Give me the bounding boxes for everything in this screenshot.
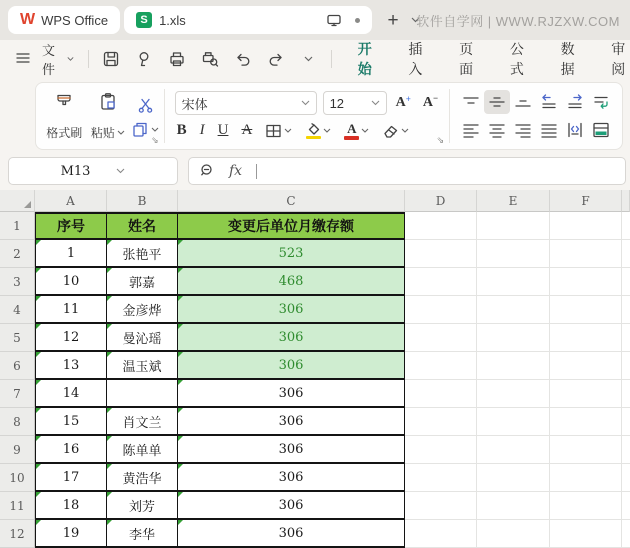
- format-painter-button[interactable]: [44, 87, 84, 147]
- row-header-9[interactable]: 9: [0, 436, 35, 464]
- spreadsheet-file-icon: S: [136, 12, 152, 28]
- cell-C3[interactable]: 468: [178, 268, 405, 296]
- cell-D6[interactable]: [405, 352, 477, 380]
- cell-B7[interactable]: [107, 380, 178, 408]
- cell-partial-7[interactable]: [622, 380, 630, 408]
- formula-input[interactable]: [188, 157, 626, 185]
- cell-partial-11[interactable]: [622, 492, 630, 520]
- paste-label: 粘贴: [90, 126, 115, 140]
- cell-E6[interactable]: [477, 352, 550, 380]
- cell-F5[interactable]: [550, 324, 622, 352]
- cell-F11[interactable]: [550, 492, 622, 520]
- stored-as-text-triangle-icon: [107, 268, 112, 273]
- cell-F12[interactable]: [550, 520, 622, 548]
- column-header-D[interactable]: D: [405, 190, 477, 212]
- cell-A7[interactable]: 14: [35, 380, 107, 408]
- cell-A8[interactable]: 15: [35, 408, 107, 436]
- ribbon-panel: [35, 82, 623, 150]
- cell-B5[interactable]: 曼沁瑶: [107, 324, 178, 352]
- cell-F9[interactable]: [550, 436, 622, 464]
- row-header-3[interactable]: 3: [0, 268, 35, 296]
- print-preview-button[interactable]: [198, 47, 222, 71]
- cell-B1[interactable]: 姓名: [107, 212, 178, 240]
- stored-as-text-triangle-icon: [107, 436, 112, 441]
- fill-color-swatch: [306, 136, 321, 140]
- row-header-10[interactable]: 10: [0, 464, 35, 492]
- cell-C5[interactable]: 306: [178, 324, 405, 352]
- cell-F1[interactable]: [550, 212, 622, 240]
- insert-function-icon[interactable]: fx: [229, 163, 243, 179]
- tab-insert[interactable]: 插入: [408, 41, 423, 77]
- cell-B9[interactable]: 陈单单: [107, 436, 178, 464]
- cell-D7[interactable]: [405, 380, 477, 408]
- cell-D11[interactable]: [405, 492, 477, 520]
- cell-C6[interactable]: 306: [178, 352, 405, 380]
- cell-A9[interactable]: 16: [35, 436, 107, 464]
- fill-color-button[interactable]: [305, 123, 331, 140]
- row-header-11[interactable]: 11: [0, 492, 35, 520]
- text-direction-button[interactable]: [562, 118, 588, 142]
- redo-button[interactable]: [264, 47, 288, 71]
- paste-button[interactable]: [89, 87, 127, 147]
- row-header-2[interactable]: 2: [0, 240, 35, 268]
- cell-E4[interactable]: [477, 296, 550, 324]
- cell-B8[interactable]: 肖文兰: [107, 408, 178, 436]
- format-painter-label: 格式刷: [46, 126, 83, 140]
- stored-as-text-triangle-icon: [36, 296, 41, 301]
- stored-as-text-triangle-icon: [178, 520, 183, 525]
- align-left-button[interactable]: [458, 118, 484, 142]
- stored-as-text-triangle-icon: [107, 352, 112, 357]
- cell-B3[interactable]: 郭嘉: [107, 268, 178, 296]
- row-header-1[interactable]: 1: [0, 212, 35, 240]
- cell-F3[interactable]: [550, 268, 622, 296]
- cell-E9[interactable]: [477, 436, 550, 464]
- search-minus-icon[interactable]: [199, 163, 215, 179]
- hamburger-menu-icon[interactable]: [16, 52, 30, 67]
- merge-center-button[interactable]: [588, 118, 614, 142]
- stored-as-text-triangle-icon: [107, 408, 112, 413]
- stored-as-text-triangle-icon: [178, 436, 183, 441]
- wrap-text-button[interactable]: [588, 90, 614, 114]
- tab-data[interactable]: 数据: [560, 41, 575, 77]
- cell-partial-1[interactable]: [622, 212, 630, 240]
- cell-A10[interactable]: 17: [35, 464, 107, 492]
- save-button[interactable]: [99, 47, 123, 71]
- cell-A3[interactable]: 10: [35, 268, 107, 296]
- cell-D1[interactable]: [405, 212, 477, 240]
- cell-B2[interactable]: 张艳平: [107, 240, 178, 268]
- sheet-grid: [0, 190, 630, 548]
- cell-B6[interactable]: 温玉斌: [107, 352, 178, 380]
- cut-button[interactable]: [131, 95, 159, 115]
- eraser-button[interactable]: [382, 123, 409, 139]
- stored-as-text-triangle-icon: [107, 240, 112, 245]
- align-center-button[interactable]: [484, 118, 510, 142]
- cell-A2[interactable]: 1: [35, 240, 107, 268]
- monitor-icon[interactable]: [323, 9, 345, 31]
- increase-indent-button[interactable]: [562, 90, 588, 114]
- font-size-select[interactable]: [323, 91, 387, 115]
- cell-C12[interactable]: 306: [178, 520, 405, 548]
- cell-D12[interactable]: [405, 520, 477, 548]
- stored-as-text-triangle-icon: [36, 492, 41, 497]
- column-header-B[interactable]: B: [107, 190, 178, 212]
- column-header-A[interactable]: A: [35, 190, 107, 212]
- group-expand-icon[interactable]: ⇘: [436, 135, 445, 145]
- cell-partial-3[interactable]: [622, 268, 630, 296]
- cell-C2[interactable]: 523: [178, 240, 405, 268]
- cell-C9[interactable]: 306: [178, 436, 405, 464]
- stored-as-text-triangle-icon: [107, 464, 112, 469]
- underline-button[interactable]: U: [217, 122, 229, 139]
- stored-as-text-triangle-icon: [36, 408, 41, 413]
- stored-as-text-triangle-icon: [178, 492, 183, 497]
- stored-as-text-triangle-icon: [178, 408, 183, 413]
- cell-C1[interactable]: 变更后单位月缴存额: [178, 212, 405, 240]
- stored-as-text-triangle-icon: [178, 352, 183, 357]
- row-header-4[interactable]: 4: [0, 296, 35, 324]
- cell-F10[interactable]: [550, 464, 622, 492]
- cell-partial-9[interactable]: [622, 436, 630, 464]
- cell-C10[interactable]: 306: [178, 464, 405, 492]
- cell-E1[interactable]: [477, 212, 550, 240]
- stored-as-text-triangle-icon: [107, 296, 112, 301]
- row-header-5[interactable]: 5: [0, 324, 35, 352]
- stored-as-text-triangle-icon: [178, 268, 183, 273]
- new-tab-button[interactable]: [382, 9, 404, 31]
- text-cursor: [256, 164, 257, 179]
- bold-button[interactable]: B: [176, 122, 187, 139]
- cell-B12[interactable]: 李华: [107, 520, 178, 548]
- cell-E12[interactable]: [477, 520, 550, 548]
- align-middle-button[interactable]: [484, 90, 510, 114]
- decrease-indent-button[interactable]: [536, 90, 562, 114]
- cell-B4[interactable]: 金彦烨: [107, 296, 178, 324]
- stored-as-text-triangle-icon: [178, 240, 183, 245]
- stored-as-text-triangle-icon: [107, 492, 112, 497]
- file-menu-button[interactable]: [38, 36, 78, 82]
- formula-bar: [0, 152, 630, 191]
- cell-A4[interactable]: 11: [35, 296, 107, 324]
- export-button[interactable]: [132, 47, 156, 71]
- cell-E3[interactable]: [477, 268, 550, 296]
- name-box[interactable]: [8, 157, 178, 185]
- font-color-swatch: [344, 136, 359, 140]
- column-header-C[interactable]: C: [178, 190, 405, 212]
- stored-as-text-triangle-icon: [36, 464, 41, 469]
- cell-C11[interactable]: 306: [178, 492, 405, 520]
- cell-B11[interactable]: 刘芳: [107, 492, 178, 520]
- cell-E5[interactable]: [477, 324, 550, 352]
- cell-partial-12[interactable]: [622, 520, 630, 548]
- cell-F8[interactable]: [550, 408, 622, 436]
- cell-partial-4[interactable]: [622, 296, 630, 324]
- stored-as-text-triangle-icon: [107, 520, 112, 525]
- sheet-area: [0, 190, 630, 548]
- column-header-E[interactable]: E: [477, 190, 550, 212]
- cell-C4[interactable]: 306: [178, 296, 405, 324]
- cell-D5[interactable]: [405, 324, 477, 352]
- cell-D10[interactable]: [405, 464, 477, 492]
- clipboard-group: [36, 83, 164, 149]
- tab-page[interactable]: 页面: [459, 41, 474, 77]
- cell-D3[interactable]: [405, 268, 477, 296]
- cell-F2[interactable]: [550, 240, 622, 268]
- stored-as-text-triangle-icon: [36, 268, 41, 273]
- cell-F4[interactable]: [550, 296, 622, 324]
- cell-partial-10[interactable]: [622, 464, 630, 492]
- decrease-font-size-button[interactable]: A −: [422, 93, 439, 111]
- cell-D9[interactable]: [405, 436, 477, 464]
- align-top-button[interactable]: [458, 90, 484, 114]
- row-header-6[interactable]: 6: [0, 352, 35, 380]
- align-bottom-button[interactable]: [510, 90, 536, 114]
- cell-C7[interactable]: 306: [178, 380, 405, 408]
- cell-A6[interactable]: 13: [35, 352, 107, 380]
- website-watermark: 软件自学网 | WWW.RJZXW.COM: [416, 13, 620, 29]
- stored-as-text-triangle-icon: [107, 324, 112, 329]
- stored-as-text-triangle-icon: [36, 352, 41, 357]
- tab-home[interactable]: 开始: [356, 31, 377, 87]
- stored-as-text-triangle-icon: [178, 296, 183, 301]
- borders-button[interactable]: [265, 123, 292, 139]
- stored-as-text-triangle-icon: [36, 520, 41, 525]
- divider: [331, 50, 332, 68]
- divider: [88, 50, 89, 68]
- strikethrough-button[interactable]: A: [241, 122, 253, 139]
- cell-E10[interactable]: [477, 464, 550, 492]
- cell-E7[interactable]: [477, 380, 550, 408]
- cell-partial-8[interactable]: [622, 408, 630, 436]
- cell-B10[interactable]: 黄浩华: [107, 464, 178, 492]
- font-name-value: 宋体: [181, 96, 208, 112]
- stored-as-text-triangle-icon: [178, 464, 183, 469]
- group-expand-icon[interactable]: ⇘: [151, 135, 159, 145]
- document-name: 1.xls: [159, 12, 186, 28]
- cell-E11[interactable]: [477, 492, 550, 520]
- cell-A12[interactable]: 19: [35, 520, 107, 548]
- menubar: [0, 40, 630, 78]
- name-box-value: M13: [60, 163, 91, 179]
- cell-A1[interactable]: 序号: [35, 212, 107, 240]
- select-all-corner[interactable]: [0, 190, 35, 212]
- cell-D4[interactable]: [405, 296, 477, 324]
- stored-as-text-triangle-icon: [178, 380, 183, 385]
- cell-E8[interactable]: [477, 408, 550, 436]
- document-tab[interactable]: [124, 6, 372, 34]
- titlebar: [0, 0, 630, 40]
- undo-button[interactable]: [231, 47, 255, 71]
- font-color-button[interactable]: A: [344, 122, 369, 140]
- increase-font-size-button[interactable]: A +: [395, 94, 411, 111]
- tab-review[interactable]: 审阅: [611, 41, 626, 77]
- cell-F7[interactable]: [550, 380, 622, 408]
- column-header-partial[interactable]: [622, 190, 630, 212]
- cell-E2[interactable]: [477, 240, 550, 268]
- stored-as-text-triangle-icon: [36, 324, 41, 329]
- plus-icon: +: [387, 9, 399, 31]
- font-group: [165, 83, 450, 149]
- alignment-group: [450, 83, 622, 149]
- file-menu-label: 文件: [42, 43, 56, 77]
- cell-C8[interactable]: 306: [178, 408, 405, 436]
- row-header-7[interactable]: 7: [0, 380, 35, 408]
- cell-partial-2[interactable]: [622, 240, 630, 268]
- tab-formula[interactable]: 公式: [509, 41, 524, 77]
- unsaved-dot-icon: [355, 18, 360, 23]
- cell-partial-6[interactable]: [622, 352, 630, 380]
- cell-partial-5[interactable]: [622, 324, 630, 352]
- column-header-F[interactable]: F: [550, 190, 622, 212]
- wps-home-tab[interactable]: [8, 6, 120, 34]
- row-header-8[interactable]: 8: [0, 408, 35, 436]
- cell-D2[interactable]: [405, 240, 477, 268]
- row-header-12[interactable]: 12: [0, 520, 35, 548]
- font-size-value: 12: [329, 95, 345, 111]
- cell-D8[interactable]: [405, 408, 477, 436]
- italic-button[interactable]: I: [199, 122, 205, 139]
- stored-as-text-triangle-icon: [36, 436, 41, 441]
- cell-A11[interactable]: 18: [35, 492, 107, 520]
- app-name: WPS Office: [41, 12, 109, 28]
- justify-button[interactable]: [536, 118, 562, 142]
- font-name-select[interactable]: [175, 91, 317, 115]
- quick-toolbar-dropdown[interactable]: [297, 47, 321, 71]
- cell-A5[interactable]: 12: [35, 324, 107, 352]
- stored-as-text-triangle-icon: [178, 324, 183, 329]
- wps-logo-icon: W: [20, 11, 35, 28]
- align-right-button[interactable]: [510, 118, 536, 142]
- print-button[interactable]: [165, 47, 189, 71]
- cell-F6[interactable]: [550, 352, 622, 380]
- stored-as-text-triangle-icon: [36, 380, 41, 385]
- stored-as-text-triangle-icon: [36, 240, 41, 245]
